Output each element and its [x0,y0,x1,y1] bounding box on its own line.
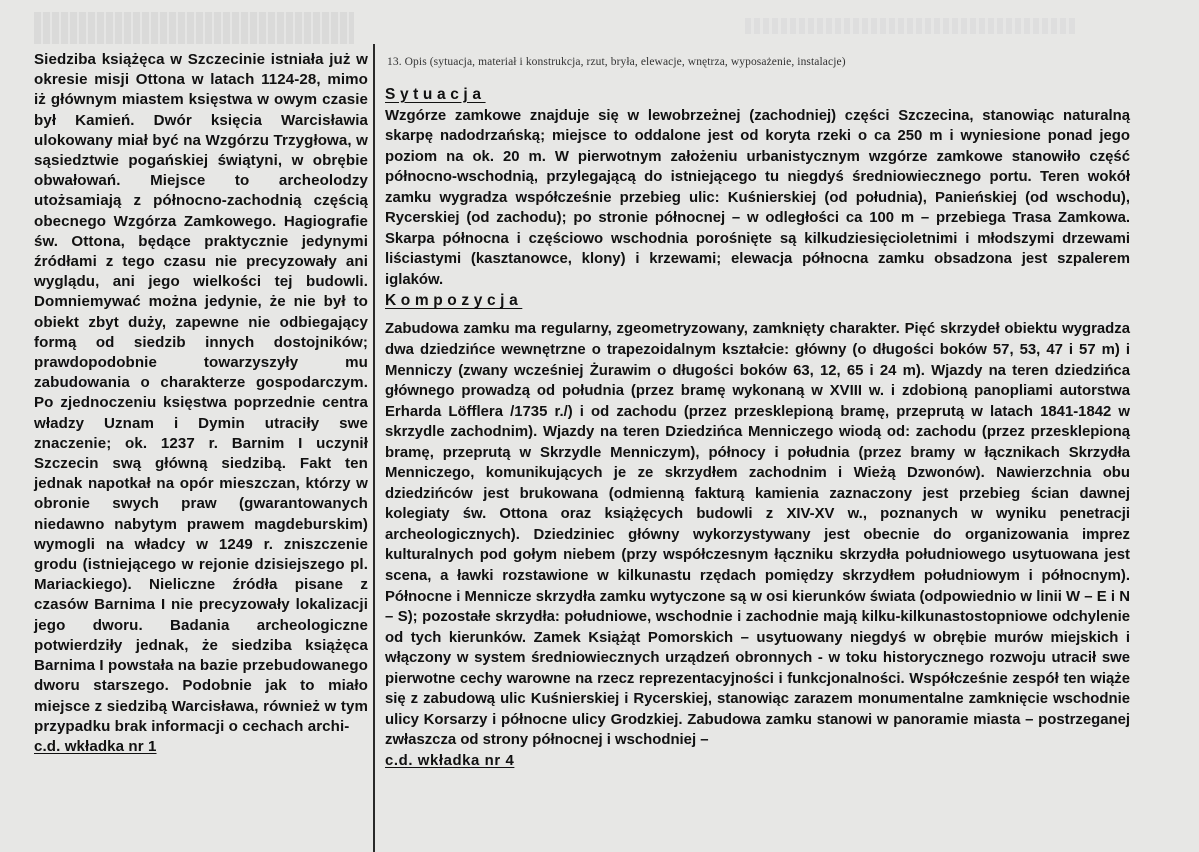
left-lead-phrase: Siedziba książęca [34,51,165,68]
faint-bleed-through-text-right [745,18,1075,34]
section-text-kompozycja: Zabudowa zamku ma regularny, zgeometryzowany, zamknięty charakter. Pięć skrzydeł obiektu wygradza dwa dziedzińce wewnętrzne o trapezoidalnym kształcie: główny (o długości boków 57, 53, 47 i 57 m) i Menniczy (zwany wcześniej Żurawim o długości boków 63, 12, 65 i 24 m). Wjazdy na teren dziedzińca głównego prowadzą od południa (przez bramę wykonaną w XVIII w. i zdobioną panopliami autorstwa Erharda Löfflera /1735 r./) i od zachodu (przez przesklepioną bramę, przeprutą w latach 1841-1842 w skrzydle zachodnim). Wjazdy na teren Dziedzińca Menniczego wiodą od: zachodu (przez przesklepioną bramę, przeprutą w Skrzydle Menniczym), północy i południa (przez bramy w łącznikach Skrzydła Menniczego, komunikujących je ze skrzydłem zachodnim i Wieżą Dzwonów). Nawierzchnia obu dziedzińców jest brukowana (odmienną fakturą kamienia zaznaczony jest przebieg ścian dawnej kolegiaty św. Ottona oraz książęcych budowli z XIV-XV w., poznanych w wyniku penetracji archeologicznych). Dziedziniec główny wykorzystywany jest obecnie do organizowania imprez kulturalnych pod gołym niebem (przy współczesnym łączniku skrzydła południowego usytuowana jest scena, a ławki rozstawione w kilkunastu rzędach pomiędzy skrzydłem południowym i północnym). Północne i Mennicze skrzydła zamku wytyczone są w osi kierunków świata (odpowiednio w linii W – E i N – S); pozostałe skrzydła: południowe, wschodnie i zachodnie mają kilku-kilkunastostopniowe odchylenie od tych kierunków. Zamek Książąt Pomorskich – usytuowany niegdyś w obrębie murów miejskich i włączony w system średniowiecznych urządzeń obronnych - w toku historycznego rozwoju utracił swe pierwotne cechy warowne na rzecz reprezentacyjności i funkcjonalności. Współcześnie zespół ten wiąże się z zabudową ulic Kuśnierskiej i Rycerskiej, stanowiąc zarazem monumentalne zamknięcie wschodnie ulicy Korsarzy i północne ulicy Grodzkiej. Zabudowa zamku stanowi w panoramie miasta – postrzeganej zwłaszcza od strony północnej i wschodniej – [385,321,1130,749]
section-heading-kompozycja: Kompozycja [385,292,523,310]
left-column-history [34,50,368,757]
left-body-text: w Szczecinie istniała już w okresie misji Ottona w latach 1124-28, mimo iż głównym miastem księstwa w owym czasie był Kamień. Dwór księcia Warcisławia ulokowany miał być na Wzgórzu Trzygłowa, w sąsiedztwie pogańskiej świątyni, w obrębie obwałowań. Miejsce to archeolodzy utożsamiają z północno-zachodnią częścią obecnego Wzgórza Zamkowego. Hagiografie św. Ottona, będące praktycznie jedynymi źródłami z tego czasu nie precyzowały ani wyglądu, ani jego wielkości tej budowli. Domniemywać można jedynie, że nie był to obiekt zbyt duży, zapewne nie odbiegający formą od siedzib innych dostojników; prawdopodobnie towarzyszyły mu zabudowania o charakterze gospodarczym. Po zjednoczeniu księstwa poprzednie centra władzy Uznam i Dymin utraciły swe znaczenie; ok. 1237 r. Barnim I uczynił Szczecin swą główną siedzibą. Fakt ten jednak napotkał na opór mieszczan, którzy w obronie swych praw (gwarantowanych niedawno nabytym prawem magdeburskim) wymogli na władcy w 1249 r. zniszczenie grodu (istniejącego w rejonie dzisiejszego pl. Mariackiego). Nieliczne źródła pisane z czasów Barnima I nie precyzowały lokalizacji jego dworu. Badania archeologiczne potwierdziły jednak, że siedziba książęca Barnima I powstała na bazie przebudowanego dworu starszego. Podobnie jak to miało miejsce z siedzibą Warcisława, również w tym przypadku brak informacji o cechach archi- [34,51,368,735]
left-continuation-note: c.d. wkładka nr 1 [34,737,157,755]
form-field-label: 13. Opis (sytuacja, materiał i konstrukcja, rzut, bryła, elewacje, wnętrza, wyposażenie, instalacje) [387,56,846,68]
section-text-sytuacja: Wzgórze zamkowe znajduje się w lewobrzeżnej (zachodniej) części Szczecina, stanowiąc naturalną skarpę nadodrzańską; miejsce to oddalone jest od koryta rzeki o ca 250 m i wyniesione ponad jego poziom na ok. 20 m. W pierwotnym założeniu urbanistycznym wzgórze zamkowe stanowiło część północno-wschodnią, przylegającą do istniejącego tu niegdyś średniowiecznego portu. Teren wokół zamku wygradza współcześnie przebieg ulic: Kuśnierskiej (od południa), Panieńskiej (od wschodu), Rycerskiej (od zachodu); po stronie północnej – w odległości ca 100 m – przebiega Trasa Zamkowa. Skarpa północna i częściowo wschodnia porośnięte są kilkudziesięcioletnimi i młodszymi drzewami liściastymi (kasztanowce, klony) i krzewami; elewacja północna zamku obsadzona jest szpalerem iglaków. [385,107,1130,288]
right-continuation-note: c.d. wkładka nr 4 [385,752,515,769]
section-heading-sytuacja: Sytuacja [385,85,486,103]
faint-bleed-through-text [34,12,354,44]
column-divider [373,44,375,852]
right-column-description [385,52,1130,772]
